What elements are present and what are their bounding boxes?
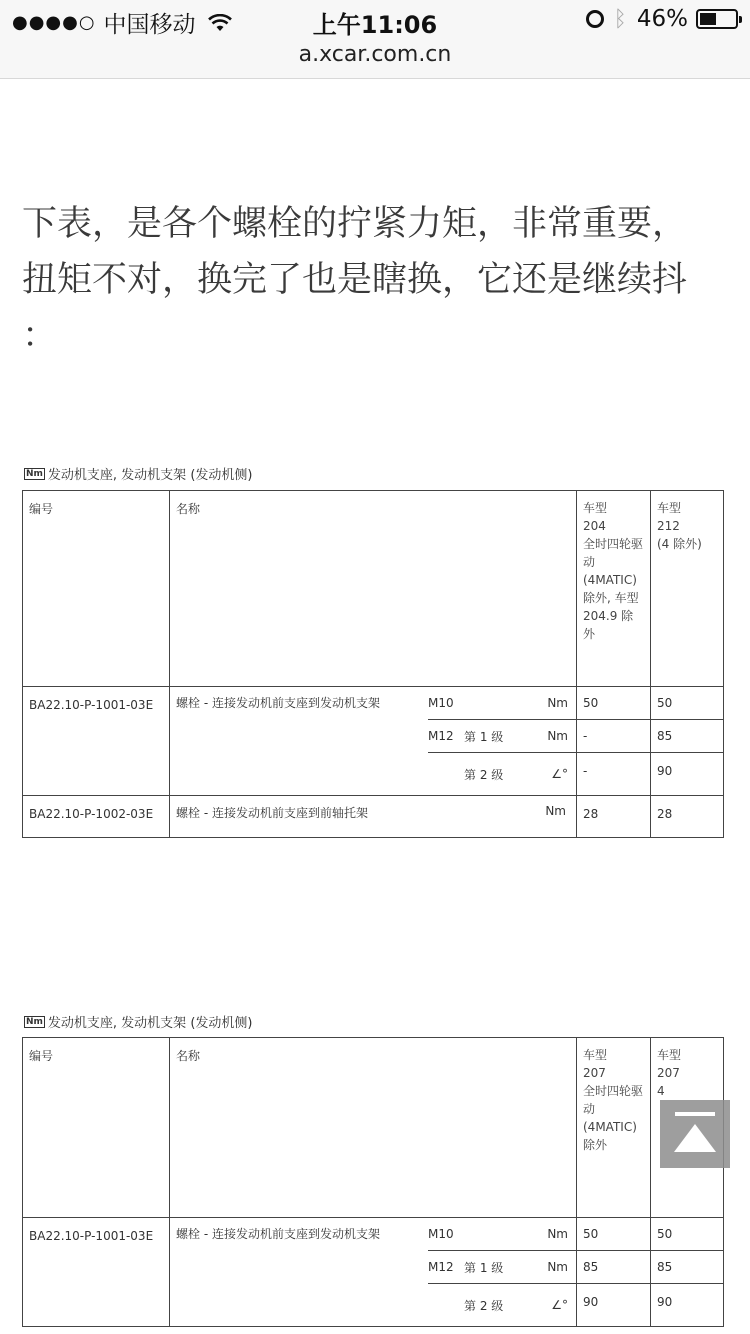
value-b: 28 xyxy=(657,807,673,821)
spec-caption xyxy=(24,464,252,483)
model-b-line: 4 xyxy=(657,1084,665,1098)
header-name: 名称 xyxy=(176,502,201,516)
table-row xyxy=(23,796,724,838)
model-a-line: (4MATIC) xyxy=(583,1120,637,1134)
sub-rows xyxy=(428,1218,576,1326)
url-bar[interactable] xyxy=(0,40,750,79)
unit: Nm xyxy=(547,1260,568,1274)
value-b: 85 xyxy=(651,720,723,753)
header-name: 名称 xyxy=(176,1049,201,1063)
value-a: 90 xyxy=(583,1295,599,1309)
signal-strength-icon: ●●●●○ xyxy=(12,12,96,33)
value-b: 85 xyxy=(651,1251,723,1284)
carrier-name: 中国移动 xyxy=(103,12,196,38)
scroll-to-top-button[interactable] xyxy=(660,1100,730,1168)
article-line: ： xyxy=(22,316,58,356)
torque-table xyxy=(22,490,724,838)
model-a-line: 车型 xyxy=(583,1048,608,1062)
model-a-line: 除外, 车型 xyxy=(583,591,639,605)
status-right xyxy=(586,6,738,32)
model-b-line: 207 xyxy=(657,1066,680,1080)
sub-row xyxy=(428,1218,576,1251)
model-a-line: 全时四轮驱动 xyxy=(583,537,644,569)
bolt-size: M10 xyxy=(428,1227,454,1241)
header-model-a xyxy=(577,491,650,651)
row-id: BA22.10-P-1001-03E xyxy=(29,698,154,712)
value-a: 50 xyxy=(577,1218,650,1251)
model-a-line: 204 xyxy=(583,519,606,533)
torque-table xyxy=(22,1037,724,1327)
unit: Nm xyxy=(547,696,568,710)
value-a: - xyxy=(583,764,588,778)
model-a-line: 204.9 除外 xyxy=(583,609,634,641)
value-b: 50 xyxy=(651,1218,723,1251)
header-id: 编号 xyxy=(29,1049,54,1063)
torque-nm-icon: Nm xyxy=(26,468,43,479)
torque-nm-icon: Nm xyxy=(26,1016,43,1027)
alarm-icon xyxy=(586,10,604,28)
header-id: 编号 xyxy=(29,502,54,516)
model-b-line: 车型 xyxy=(657,1048,682,1062)
spec-caption-text: 发动机支座, 发动机支架 (发动机侧) xyxy=(47,468,253,483)
stage: 第 1 级 xyxy=(464,1260,504,1275)
spec-caption xyxy=(24,1012,252,1031)
table-header-row xyxy=(23,491,724,687)
value-a: - xyxy=(577,720,650,753)
model-b-line: (4 除外) xyxy=(657,537,702,551)
header-model-b xyxy=(651,491,723,561)
article-line: 下表，是各个螺栓的拧紧力矩，非常重要， xyxy=(22,204,688,244)
bolt-size: M12 xyxy=(428,1260,454,1274)
sub-rows xyxy=(428,687,576,795)
unit: Nm xyxy=(547,1227,568,1241)
header-model-b xyxy=(651,1038,723,1108)
angle-unit: ∠° xyxy=(551,1298,568,1312)
value-b: 90 xyxy=(657,1295,673,1309)
article-line: 扭矩不对，换完了也是瞎换，它还是继续抖 xyxy=(22,260,688,300)
sub-row xyxy=(428,1251,576,1284)
row-id: BA22.10-P-1002-03E xyxy=(29,807,154,821)
bluetooth-icon: ᛒ xyxy=(613,6,627,32)
header-model-a xyxy=(577,1038,650,1162)
bolt-size: M12 xyxy=(428,729,454,743)
value-b: 50 xyxy=(651,687,723,720)
table-row xyxy=(23,1218,724,1327)
stage: 第 1 级 xyxy=(464,729,504,744)
model-a-line: (4MATIC) xyxy=(583,573,637,587)
battery-icon xyxy=(696,9,738,29)
model-a-line: 除外 xyxy=(583,1138,608,1152)
sub-row xyxy=(428,720,576,753)
up-arrow-icon[interactable] xyxy=(674,1124,716,1152)
battery-percent: 46% xyxy=(636,6,688,32)
spec-caption-text: 发动机支座, 发动机支架 (发动机侧) xyxy=(47,1016,253,1031)
status-bar xyxy=(0,0,750,40)
url-text[interactable]: a.xcar.com.cn xyxy=(298,42,452,67)
sub-row xyxy=(428,753,576,795)
table-row xyxy=(23,687,724,796)
model-a-line: 207 xyxy=(583,1066,606,1080)
angle-unit: ∠° xyxy=(551,767,568,781)
model-a-line: 车型 xyxy=(583,501,608,515)
stage: 第 2 级 xyxy=(464,1298,504,1313)
value-a: 50 xyxy=(577,687,650,720)
row-name: 螺栓 - 连接发动机前支座到发动机支架 xyxy=(176,696,380,710)
model-a-line: 全时四轮驱动 xyxy=(583,1084,644,1116)
model-b-line: 212 xyxy=(657,519,680,533)
scroll-to-top-icon[interactable] xyxy=(675,1112,715,1116)
unit: Nm xyxy=(547,729,568,743)
value-a: 85 xyxy=(577,1251,650,1284)
table-header-row xyxy=(23,1038,724,1218)
sub-row xyxy=(428,687,576,720)
article-text xyxy=(22,196,728,364)
model-b-line: 车型 xyxy=(657,501,682,515)
bolt-size: M10 xyxy=(428,696,454,710)
status-time: 上午11:06 xyxy=(312,11,438,39)
stage: 第 2 级 xyxy=(464,767,504,782)
battery-level xyxy=(700,13,716,25)
value-a: 28 xyxy=(583,807,599,821)
value-b: 90 xyxy=(657,764,673,778)
row-name: 螺栓 - 连接发动机前支座到前轴托架 xyxy=(176,806,368,820)
row-name: 螺栓 - 连接发动机前支座到发动机支架 xyxy=(176,1227,380,1241)
sub-row xyxy=(428,1284,576,1326)
row-id: BA22.10-P-1001-03E xyxy=(29,1229,154,1243)
unit: Nm xyxy=(545,804,566,818)
